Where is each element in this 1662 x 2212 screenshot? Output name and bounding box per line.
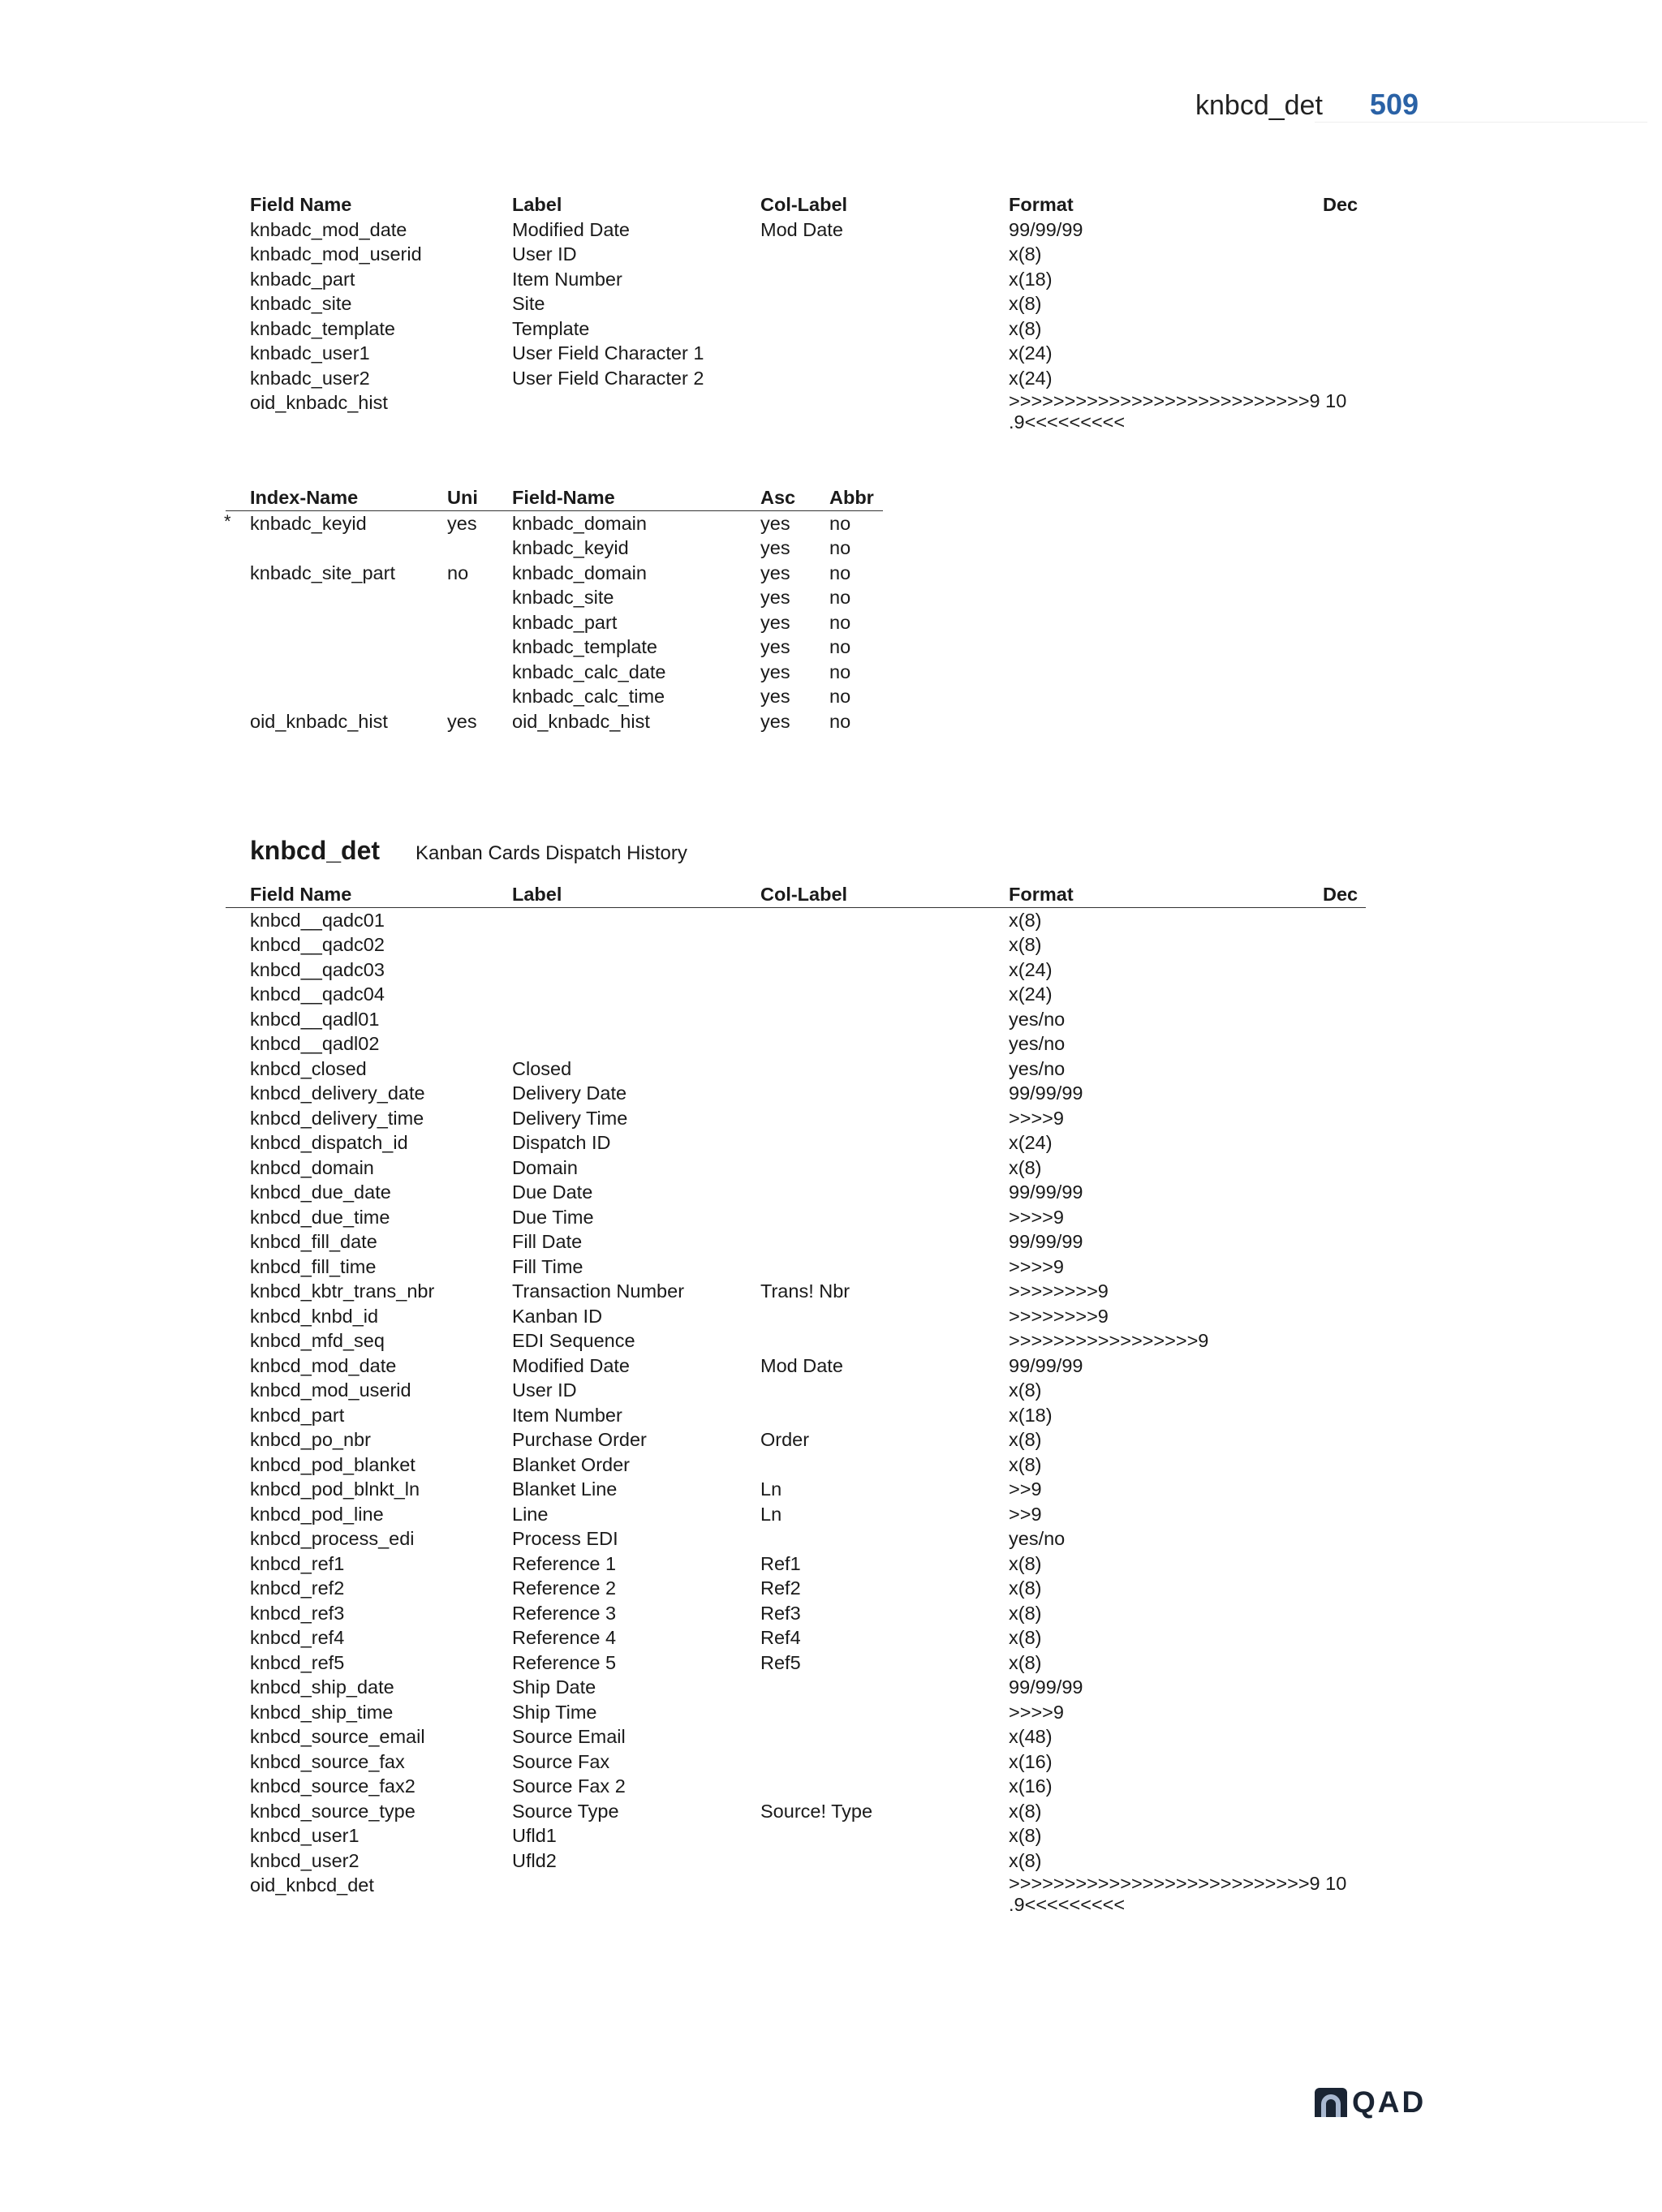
col-label-cell: Ln — [760, 1503, 782, 1525]
col-label-cell: Ref3 — [760, 1602, 801, 1624]
column-header: Uni — [447, 487, 478, 508]
field-name-cell: knbadc_mod_date — [250, 218, 407, 240]
label-cell: Ship Time — [512, 1701, 597, 1723]
format-cell: >>>>>>>>>>>>>>>>>9 — [1009, 1330, 1209, 1351]
field-name-cell: knbadc_mod_userid — [250, 243, 422, 265]
label-cell: Delivery Time — [512, 1107, 628, 1129]
label-cell: Purchase Order — [512, 1429, 647, 1450]
column-header: Format — [1009, 194, 1074, 215]
field-name-cell: knbcd_ship_date — [250, 1676, 394, 1698]
table-row — [226, 511, 883, 536]
index-field-cell: knbadc_domain — [512, 512, 647, 534]
index-field-cell: knbadc_template — [512, 636, 657, 657]
section-table-description: Kanban Cards Dispatch History — [416, 842, 687, 864]
table-row — [226, 1279, 1366, 1304]
table-row — [226, 684, 883, 709]
format-cell: >>>>9 — [1009, 1701, 1064, 1723]
asc-cell: yes — [760, 611, 790, 633]
format-cell: x(8) — [1009, 934, 1042, 955]
abbr-cell: no — [829, 512, 851, 534]
format-cell: x(8) — [1009, 1429, 1042, 1450]
field-name-cell: knbcd_ref1 — [250, 1552, 345, 1574]
table-row — [226, 1403, 1366, 1428]
field-name-cell: knbcd_source_fax2 — [250, 1775, 416, 1797]
column-header: Field Name — [250, 194, 352, 215]
field-name-cell: knbcd_delivery_date — [250, 1082, 425, 1104]
label-cell: Blanket Line — [512, 1478, 618, 1500]
field-name-cell: knbcd_closed — [250, 1057, 367, 1079]
format-cell: x(24) — [1009, 958, 1053, 980]
table-row — [226, 1526, 1366, 1551]
label-cell: Modified Date — [512, 1354, 630, 1376]
table-header-row — [226, 882, 1366, 908]
table-row — [226, 958, 1366, 983]
table-row — [226, 1650, 1366, 1676]
field-name-cell: knbcd_fill_date — [250, 1231, 377, 1252]
table-row — [226, 1130, 1366, 1155]
field-name-cell: knbcd_ref5 — [250, 1651, 345, 1673]
abbr-cell: no — [829, 710, 851, 732]
label-cell: Source Email — [512, 1726, 626, 1747]
table-row — [226, 1724, 1366, 1749]
label-cell: Ufld2 — [512, 1849, 557, 1871]
label-cell: Reference 1 — [512, 1552, 617, 1574]
running-header-title: knbcd_det — [1195, 90, 1323, 121]
table-row — [226, 1057, 1366, 1082]
index-field-cell: knbadc_part — [512, 611, 618, 633]
col-label-cell: Ln — [760, 1478, 782, 1500]
format-cell: >>>>9 — [1009, 1206, 1064, 1228]
table-row — [226, 1576, 1366, 1601]
label-cell: Source Fax — [512, 1750, 610, 1772]
abbr-cell: no — [829, 611, 851, 633]
table-row — [226, 242, 1366, 267]
table-row — [226, 1799, 1366, 1824]
format-cell: x(24) — [1009, 1132, 1053, 1153]
table-row — [226, 1749, 1366, 1775]
table-row — [226, 1031, 1366, 1057]
format-cell: yes/no — [1009, 1057, 1066, 1079]
col-label-cell: Mod Date — [760, 218, 843, 240]
col-label-cell: Ref1 — [760, 1552, 801, 1574]
table-row — [226, 1229, 1366, 1254]
table-row — [226, 1823, 1366, 1848]
label-cell: EDI Sequence — [512, 1330, 635, 1351]
index-field-cell: knbadc_domain — [512, 562, 647, 583]
format-cell: x(8) — [1009, 1651, 1042, 1673]
field-name-cell: knbcd_user2 — [250, 1849, 360, 1871]
label-cell: Domain — [512, 1156, 578, 1178]
format-cell: >>>>>>>>>>>>>>>>>>>>>>>>>>>9 10 .9<<<<<<<<< — [1009, 390, 1347, 433]
label-cell: Line — [512, 1503, 549, 1525]
label-cell: User ID — [512, 1379, 577, 1401]
field-name-cell: knbcd__qadc04 — [250, 983, 385, 1005]
field-name-cell: knbcd_delivery_time — [250, 1107, 424, 1129]
table-row — [226, 1477, 1366, 1502]
label-cell: User Field Character 2 — [512, 367, 704, 389]
format-cell: x(8) — [1009, 1156, 1042, 1178]
table-header-row — [226, 192, 1366, 217]
format-cell: x(8) — [1009, 1602, 1042, 1624]
table-row — [226, 1007, 1366, 1032]
qad-logo-text: QAD — [1352, 2085, 1427, 2119]
table-row — [226, 366, 1366, 391]
field-name-cell: knbcd_knbd_id — [250, 1305, 379, 1327]
table-row — [226, 1625, 1366, 1650]
format-cell: 99/99/99 — [1009, 1181, 1083, 1203]
label-cell: Closed — [512, 1057, 572, 1079]
table-row — [226, 1700, 1366, 1725]
field-name-cell: knbadc_site — [250, 293, 352, 314]
column-header: Col-Label — [760, 194, 848, 215]
abbr-cell: no — [829, 537, 851, 558]
label-cell: Transaction Number — [512, 1280, 685, 1302]
column-header: Asc — [760, 487, 796, 508]
section-table-name: knbcd_det — [250, 836, 381, 865]
index-name-cell: knbadc_site_part — [250, 562, 395, 583]
field-name-cell: knbcd__qadc03 — [250, 958, 385, 980]
format-cell: 99/99/99 — [1009, 218, 1083, 240]
field-name-cell: knbcd_domain — [250, 1156, 374, 1178]
field-name-cell: knbadc_template — [250, 317, 395, 339]
format-cell: x(8) — [1009, 293, 1042, 314]
table-row — [226, 1502, 1366, 1527]
format-cell: x(8) — [1009, 317, 1042, 339]
field-name-cell: knbcd_po_nbr — [250, 1429, 371, 1450]
table-row — [226, 1675, 1366, 1700]
unique-cell: no — [447, 562, 469, 583]
abbr-cell: no — [829, 686, 851, 707]
format-cell: x(8) — [1009, 1577, 1042, 1599]
field-name-cell: oid_knbadc_hist — [250, 392, 388, 413]
table-row — [226, 1106, 1366, 1131]
table-header-row — [226, 485, 883, 511]
col-label-cell: Source! Type — [760, 1800, 873, 1822]
label-cell: Reference 3 — [512, 1602, 617, 1624]
format-cell: 99/99/99 — [1009, 1231, 1083, 1252]
asc-cell: yes — [760, 562, 790, 583]
table-row — [226, 1848, 1366, 1874]
field-name-cell: oid_knbcd_det — [250, 1874, 374, 1896]
column-header: Col-Label — [760, 884, 848, 905]
field-name-cell: knbcd_pod_line — [250, 1503, 384, 1525]
table-row — [226, 1353, 1366, 1379]
format-cell: x(8) — [1009, 243, 1042, 265]
format-cell: x(8) — [1009, 1552, 1042, 1574]
label-cell: Kanban ID — [512, 1305, 603, 1327]
column-header: Index-Name — [250, 487, 359, 508]
field-name-cell: knbadc_part — [250, 268, 355, 290]
table-row — [226, 1180, 1366, 1205]
table-row — [226, 536, 883, 561]
field-name-cell: knbcd_ref2 — [250, 1577, 345, 1599]
format-cell: x(24) — [1009, 342, 1053, 364]
table-row — [226, 1205, 1366, 1230]
table-row — [226, 1601, 1366, 1626]
field-name-cell: knbcd_pod_blnkt_ln — [250, 1478, 420, 1500]
field-name-cell: knbcd_ship_time — [250, 1701, 394, 1723]
table-row — [226, 1551, 1366, 1577]
index-field-cell: oid_knbadc_hist — [512, 710, 650, 732]
index-name-cell: oid_knbadc_hist — [250, 710, 388, 732]
index-table-knbadc — [226, 485, 883, 734]
label-cell: Reference 4 — [512, 1627, 617, 1648]
field-name-cell: knbcd_user1 — [250, 1825, 360, 1846]
unique-cell: yes — [447, 512, 477, 534]
label-cell: Fill Date — [512, 1231, 583, 1252]
field-name-cell: knbcd_ref3 — [250, 1602, 345, 1624]
format-cell: x(8) — [1009, 909, 1042, 931]
col-label-cell: Mod Date — [760, 1354, 843, 1376]
format-cell: x(48) — [1009, 1726, 1053, 1747]
table-row — [226, 1304, 1366, 1329]
format-cell: yes/no — [1009, 1528, 1066, 1549]
header-rule — [1315, 122, 1647, 123]
format-cell: 99/99/99 — [1009, 1082, 1083, 1104]
format-cell: yes/no — [1009, 1033, 1066, 1054]
label-cell: Process EDI — [512, 1528, 618, 1549]
label-cell: Item Number — [512, 1404, 622, 1426]
field-name-cell: knbadc_user1 — [250, 342, 370, 364]
label-cell: Source Fax 2 — [512, 1775, 626, 1797]
index-name-cell: knbadc_keyid — [250, 512, 367, 534]
table-row — [226, 1378, 1366, 1403]
label-cell: Modified Date — [512, 218, 630, 240]
format-cell: >>>>>>>>9 — [1009, 1305, 1109, 1327]
format-cell: yes/no — [1009, 1008, 1066, 1030]
format-cell: >>9 — [1009, 1503, 1042, 1525]
label-cell: Site — [512, 293, 545, 314]
label-cell: Ufld1 — [512, 1825, 557, 1846]
format-cell: x(8) — [1009, 1627, 1042, 1648]
col-label-cell: Ref5 — [760, 1651, 801, 1673]
field-name-cell: knbcd__qadc02 — [250, 934, 385, 955]
field-name-cell: knbadc_user2 — [250, 367, 370, 389]
format-cell: x(8) — [1009, 1453, 1042, 1475]
column-header: Field Name — [250, 884, 352, 905]
index-field-cell: knbadc_keyid — [512, 537, 629, 558]
format-cell: x(16) — [1009, 1775, 1053, 1797]
column-header: Abbr — [829, 487, 874, 508]
column-header: Label — [512, 194, 562, 215]
format-cell: >>>>9 — [1009, 1107, 1064, 1129]
label-cell: Fill Time — [512, 1255, 583, 1277]
format-cell: x(8) — [1009, 1379, 1042, 1401]
field-name-cell: knbcd_kbtr_trans_nbr — [250, 1280, 435, 1302]
abbr-cell: no — [829, 587, 851, 608]
field-name-cell: knbcd_fill_time — [250, 1255, 377, 1277]
table-row — [226, 217, 1366, 243]
table-row — [226, 660, 883, 685]
table-row — [226, 316, 1366, 342]
asc-cell: yes — [760, 636, 790, 657]
format-cell: x(18) — [1009, 1404, 1053, 1426]
label-cell: Due Date — [512, 1181, 593, 1203]
table-row — [226, 1155, 1366, 1181]
asc-cell: yes — [760, 587, 790, 608]
col-label-cell: Order — [760, 1429, 810, 1450]
label-cell: Template — [512, 317, 590, 339]
table-row — [226, 1427, 1366, 1452]
format-cell: 99/99/99 — [1009, 1354, 1083, 1376]
asc-cell: yes — [760, 686, 790, 707]
field-name-cell: knbcd__qadc01 — [250, 909, 385, 931]
format-cell: 99/99/99 — [1009, 1676, 1083, 1698]
column-header: Field-Name — [512, 487, 615, 508]
column-header: Format — [1009, 884, 1074, 905]
abbr-cell: no — [829, 661, 851, 682]
format-cell: x(24) — [1009, 367, 1053, 389]
field-name-cell: knbcd_source_email — [250, 1726, 425, 1747]
primary-index-marker: * — [224, 510, 231, 531]
format-cell: >>>>>>>>9 — [1009, 1280, 1109, 1302]
table-row — [226, 908, 1366, 933]
table-row — [226, 982, 1366, 1007]
table-row — [226, 1081, 1366, 1106]
asc-cell: yes — [760, 512, 790, 534]
index-field-cell: knbadc_calc_time — [512, 686, 665, 707]
table-row — [226, 1452, 1366, 1478]
abbr-cell: no — [829, 636, 851, 657]
label-cell: Source Type — [512, 1800, 619, 1822]
table-row — [226, 1873, 1366, 1915]
format-cell: >>>>9 — [1009, 1255, 1064, 1277]
asc-cell: yes — [760, 661, 790, 682]
field-name-cell: knbcd_source_type — [250, 1800, 416, 1822]
label-cell: Item Number — [512, 268, 622, 290]
field-name-cell: knbcd_due_time — [250, 1206, 390, 1228]
format-cell: x(16) — [1009, 1750, 1053, 1772]
table-row — [226, 932, 1366, 958]
format-cell: >>>>>>>>>>>>>>>>>>>>>>>>>>>9 10 .9<<<<<<<<< — [1009, 1873, 1347, 1915]
table-row — [226, 1328, 1366, 1353]
label-cell: User ID — [512, 243, 577, 265]
field-table-knbadc — [226, 192, 1366, 433]
qad-logo-icon — [1315, 2088, 1347, 2117]
format-cell: >>9 — [1009, 1478, 1042, 1500]
field-name-cell: knbcd_process_edi — [250, 1528, 415, 1549]
table-row — [226, 1254, 1366, 1280]
format-cell: x(18) — [1009, 268, 1053, 290]
field-name-cell: knbcd_mod_date — [250, 1354, 397, 1376]
table-row — [226, 709, 883, 734]
label-cell: Dispatch ID — [512, 1132, 611, 1153]
column-header: Label — [512, 884, 562, 905]
label-cell: Due Time — [512, 1206, 594, 1228]
column-header: Dec — [1323, 194, 1358, 215]
page-number: 509 — [1369, 88, 1419, 121]
format-cell: x(8) — [1009, 1849, 1042, 1871]
label-cell: Reference 5 — [512, 1651, 617, 1673]
section-heading — [250, 836, 687, 866]
label-cell: Reference 2 — [512, 1577, 617, 1599]
table-row — [226, 561, 883, 586]
unique-cell: yes — [447, 710, 477, 732]
col-label-cell: Trans! Nbr — [760, 1280, 850, 1302]
field-name-cell: knbcd_pod_blanket — [250, 1453, 416, 1475]
field-name-cell: knbcd_mfd_seq — [250, 1330, 385, 1351]
field-name-cell: knbcd_ref4 — [250, 1627, 345, 1648]
label-cell: User Field Character 1 — [512, 342, 704, 364]
field-name-cell: knbcd_source_fax — [250, 1750, 405, 1772]
field-name-cell: knbcd_due_date — [250, 1181, 391, 1203]
abbr-cell: no — [829, 562, 851, 583]
table-row — [226, 341, 1366, 366]
format-cell: x(24) — [1009, 983, 1053, 1005]
field-table-knbcd — [226, 882, 1366, 1915]
field-name-cell: knbcd_part — [250, 1404, 345, 1426]
asc-cell: yes — [760, 710, 790, 732]
index-field-cell: knbadc_calc_date — [512, 661, 666, 682]
table-row — [226, 585, 883, 610]
table-row — [226, 1774, 1366, 1799]
label-cell: Delivery Date — [512, 1082, 627, 1104]
label-cell: Ship Date — [512, 1676, 596, 1698]
col-label-cell: Ref2 — [760, 1577, 801, 1599]
table-row — [226, 610, 883, 635]
field-name-cell: knbcd_mod_userid — [250, 1379, 411, 1401]
table-row — [226, 267, 1366, 292]
format-cell: x(8) — [1009, 1825, 1042, 1846]
asc-cell: yes — [760, 537, 790, 558]
table-row — [226, 390, 1366, 433]
table-row — [226, 291, 1366, 316]
table-row — [226, 635, 883, 660]
column-header: Dec — [1323, 884, 1358, 905]
field-name-cell: knbcd__qadl01 — [250, 1008, 380, 1030]
col-label-cell: Ref4 — [760, 1627, 801, 1648]
field-name-cell: knbcd_dispatch_id — [250, 1132, 408, 1153]
field-name-cell: knbcd__qadl02 — [250, 1033, 380, 1054]
index-field-cell: knbadc_site — [512, 587, 614, 608]
label-cell: Blanket Order — [512, 1453, 630, 1475]
qad-logo — [1315, 2085, 1426, 2119]
format-cell: x(8) — [1009, 1800, 1042, 1822]
